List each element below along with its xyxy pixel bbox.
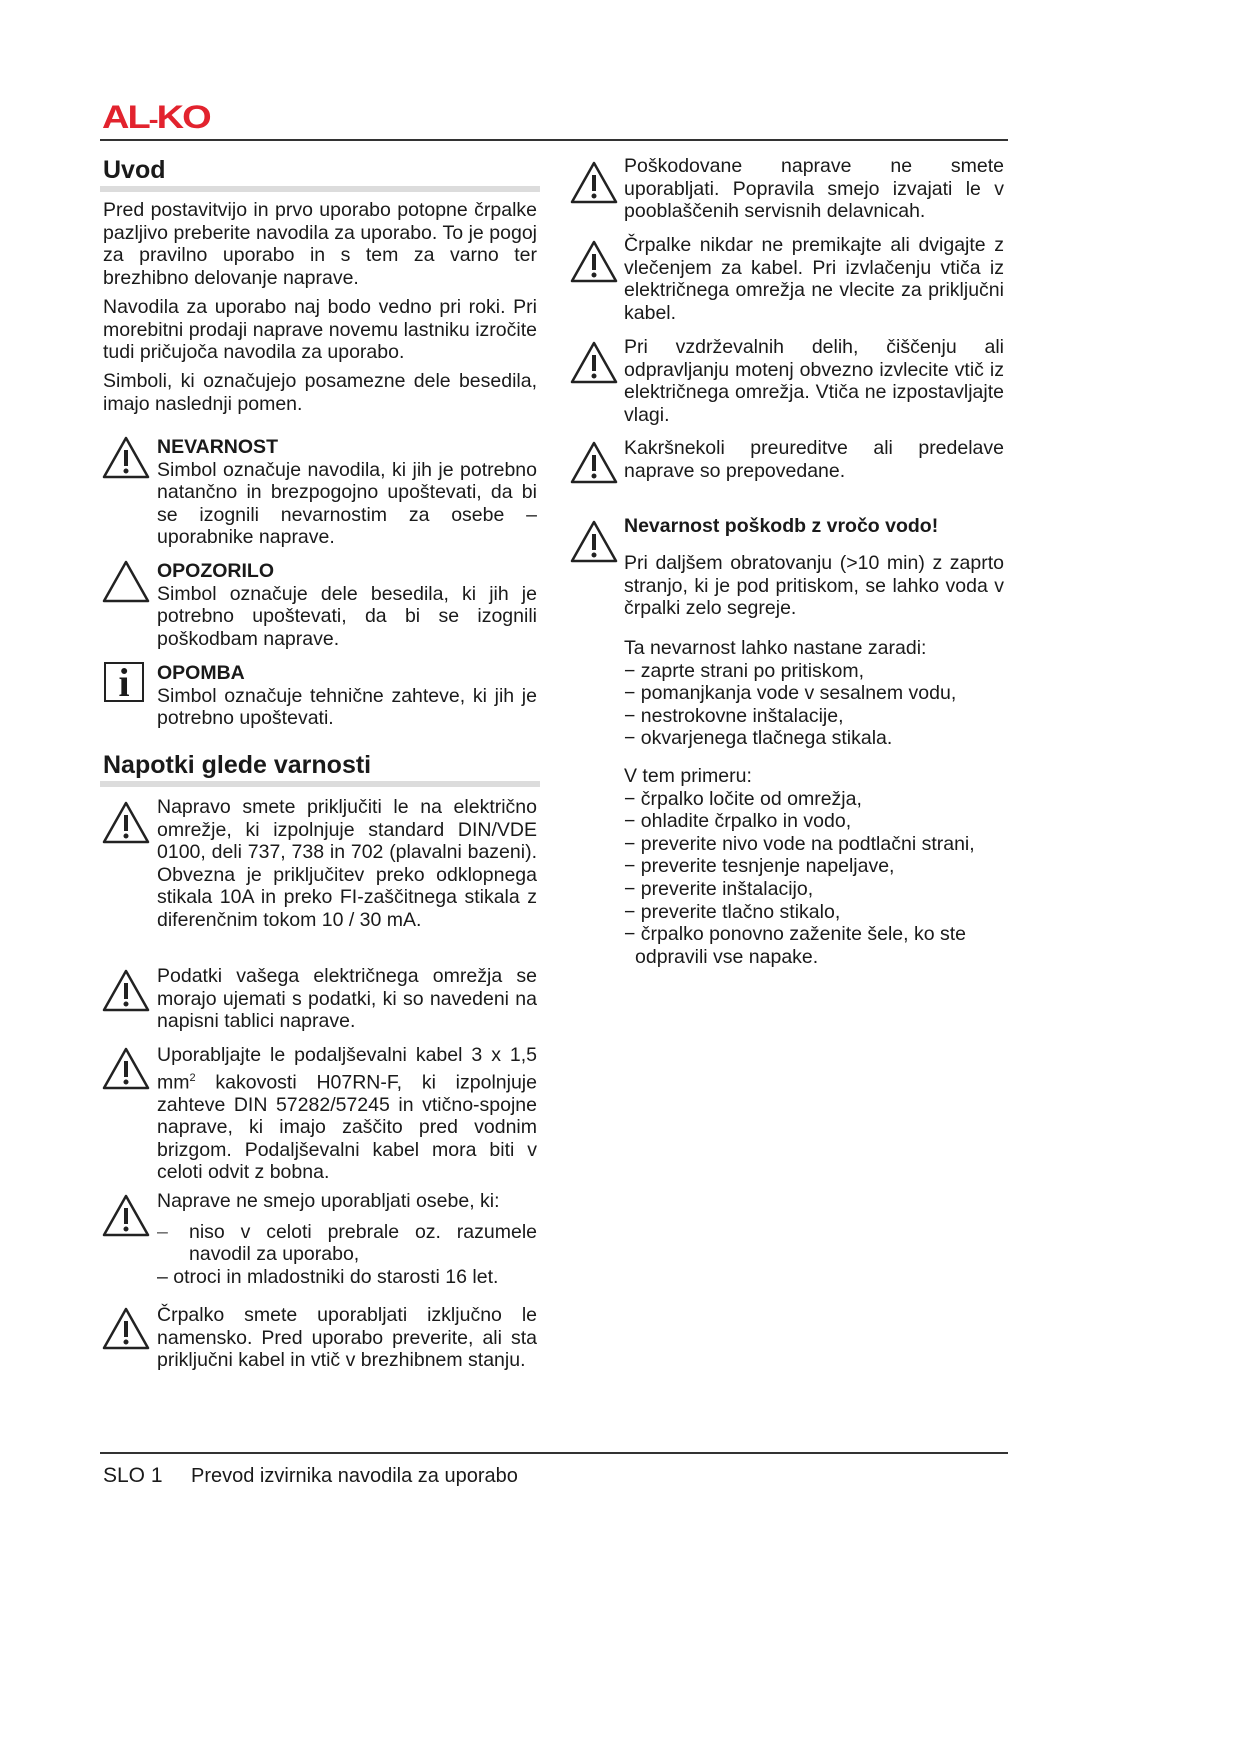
safety-item-persons bbox=[157, 1190, 537, 1288]
safety-item: Podatki vašega električnega omrežja se morajo ujemati s podatki, ki so navedeni na napisni tablici naprave. bbox=[157, 965, 537, 1033]
warning-triangle-icon bbox=[570, 340, 618, 384]
causes-intro: Ta nevarnost lahko nastane zaradi: bbox=[624, 637, 927, 659]
action: − preverite tlačno stikalo, bbox=[624, 900, 841, 923]
warning-triangle-icon bbox=[102, 968, 150, 1012]
warning-triangle-icon bbox=[570, 519, 618, 563]
header-rule bbox=[100, 139, 1008, 141]
alko-logo: AL-KO bbox=[102, 100, 210, 136]
cause: − okvarjenega tlačnega stikala. bbox=[624, 727, 893, 750]
warning-triangle-icon bbox=[570, 160, 618, 204]
safety-item: Poškodovane naprave ne smete uporabljati. Popravila smejo izvajati le v pooblaščenih servisnih delavnicah. bbox=[624, 155, 1004, 223]
intro-heading: Uvod bbox=[103, 156, 166, 184]
hot-water-text: Pri daljšem obratovanju (>10 min) z zaprto stranjo, ki je pod pritiskom, se lahko voda v črpalki zelo segreje. bbox=[624, 552, 1004, 620]
symbol-title: NEVARNOST bbox=[157, 436, 278, 458]
safety-item: Kakršnekoli preureditve ali predelave naprave so prepovedane. bbox=[624, 437, 1004, 482]
symbol-text: Simbol označuje navodila, ki jih je potrebno natančno in brezpogojno upoštevati, da bi se izognili nevarnostim za osebe – uporabnike naprave. bbox=[157, 458, 537, 549]
action: − črpalko ločite od omrežja, bbox=[624, 787, 862, 810]
cause: − pomanjkanja vode v sesalnem vodu, bbox=[624, 682, 957, 705]
warning-triangle-icon bbox=[102, 1306, 150, 1350]
warning-triangle-icon bbox=[570, 440, 618, 484]
dash: – bbox=[157, 1220, 168, 1243]
footer-text: Prevod izvirnika navodila za uporabo bbox=[191, 1465, 518, 1487]
intro-paragraph: Navodila za uporabo naj bodo vedno pri roki. Pri morebitni prodaji naprave novemu lastniku izročite tudi pričujoča navodila za uporabo. bbox=[103, 296, 537, 364]
text: Uporabljajte le podaljševalni kabel 3 x 1,5 mm bbox=[157, 1044, 537, 1094]
action: odpravili vse napake. bbox=[635, 945, 819, 968]
cause: − zaprte strani po pritiskom, bbox=[624, 659, 865, 682]
action: − preverite nivo vode na podtlačni strani, bbox=[624, 832, 975, 855]
safety-heading: Napotki glede varnosti bbox=[103, 751, 372, 779]
symbol-note bbox=[157, 662, 537, 730]
bullet: – otroci in mladostniki do starosti 16 let. bbox=[157, 1265, 499, 1288]
symbol-text: Simbol označuje tehnične zahteve, ki jih je potrebno upoštevati. bbox=[157, 684, 537, 730]
info-icon: i bbox=[104, 662, 144, 702]
intro-paragraph: Simboli, ki označujejo posamezne dele besedila, imajo naslednji pomen. bbox=[103, 370, 537, 415]
action: − ohladite črpalko in vodo, bbox=[624, 810, 852, 833]
hot-water-actions bbox=[624, 765, 1004, 968]
safety-item: Pri vzdrževalnih delih, čiščenju ali odpravljanju motenj obvezno izvlecite vtič iz električnega omrežja. Vtiča ne izpostavljajte vlagi. bbox=[624, 336, 1004, 426]
actions-intro: V tem primeru: bbox=[624, 765, 752, 787]
symbol-caution bbox=[157, 560, 537, 650]
action: − črpalko ponovno zaženite šele, ko ste bbox=[624, 923, 967, 946]
symbol-danger bbox=[157, 436, 537, 549]
footer-rule bbox=[100, 1452, 1008, 1454]
intro-paragraph: Pred postavitvijo in prvo uporabo potopne črpalke pazljivo preberite navodila za uporabo. To je pogoj za pravilno uporabo in s tem za varno ter brezhibno delovanje naprave. bbox=[103, 199, 537, 289]
text: Naprave ne smejo uporabljati osebe, ki: bbox=[157, 1190, 500, 1212]
warning-triangle-icon bbox=[102, 1046, 150, 1090]
safety-item: Napravo smete priključiti le na električno omrežje, ki izpolnjuje standard DIN/VDE 0100, deli 737, 738 in 702 (plavalni bazeni). Obvezna je priključitev preko odklopnega stikala 10A in preko FI-zaščitnega stikala z diferenčnim tokom 10 / 30 mA. bbox=[157, 796, 537, 931]
hot-water-title: Nevarnost poškodb z vročo vodo! bbox=[624, 515, 939, 537]
bullet: niso v celoti prebrale oz. razumele navodil za uporabo, bbox=[189, 1220, 537, 1266]
symbol-text: Simbol označuje dele besedila, ki jih je potrebno upoštevati, da bi se izognili poškodbam naprave. bbox=[157, 582, 537, 650]
action: − preverite inštalacijo, bbox=[624, 877, 814, 900]
safety-item: Črpalke nikdar ne premikajte ali dvigajte z vlečenjem za kabel. Pri izvlačenju vtiča iz električnega omrežja ne vlecite za priključni kabel. bbox=[624, 234, 1004, 324]
heading-underline bbox=[100, 781, 540, 787]
warning-triangle-icon bbox=[570, 239, 618, 283]
safety-item-cable bbox=[157, 1044, 537, 1184]
warning-triangle-icon bbox=[102, 1193, 150, 1237]
warning-triangle-icon bbox=[102, 800, 150, 844]
text: kakovosti H07RN-F, ki izpolnjuje zahteve DIN 57282/57245 in vtično-spojne naprave, ki imajo zaščito pred vodnim brizgom. Podaljševalni kabel mora biti v celoti odvit z bobna. bbox=[157, 1071, 537, 1184]
hot-water-causes bbox=[624, 637, 1004, 750]
action: − preverite tesnjenje napeljave, bbox=[624, 855, 895, 878]
symbol-title: OPOMBA bbox=[157, 662, 245, 684]
caution-triangle-icon bbox=[102, 559, 150, 603]
warning-triangle-icon bbox=[102, 435, 150, 479]
safety-item: Črpalko smete uporabljati izključno le namensko. Pred uporabo preverite, ali sta priključni kabel in vtič v brezhibnem stanju. bbox=[157, 1304, 537, 1372]
heading-underline bbox=[100, 186, 540, 192]
cause: − nestrokovne inštalacije, bbox=[624, 704, 844, 727]
symbol-title: OPOZORILO bbox=[157, 560, 274, 582]
page-number: SLO 1 bbox=[103, 1464, 163, 1487]
superscript: 2 bbox=[189, 1071, 196, 1084]
